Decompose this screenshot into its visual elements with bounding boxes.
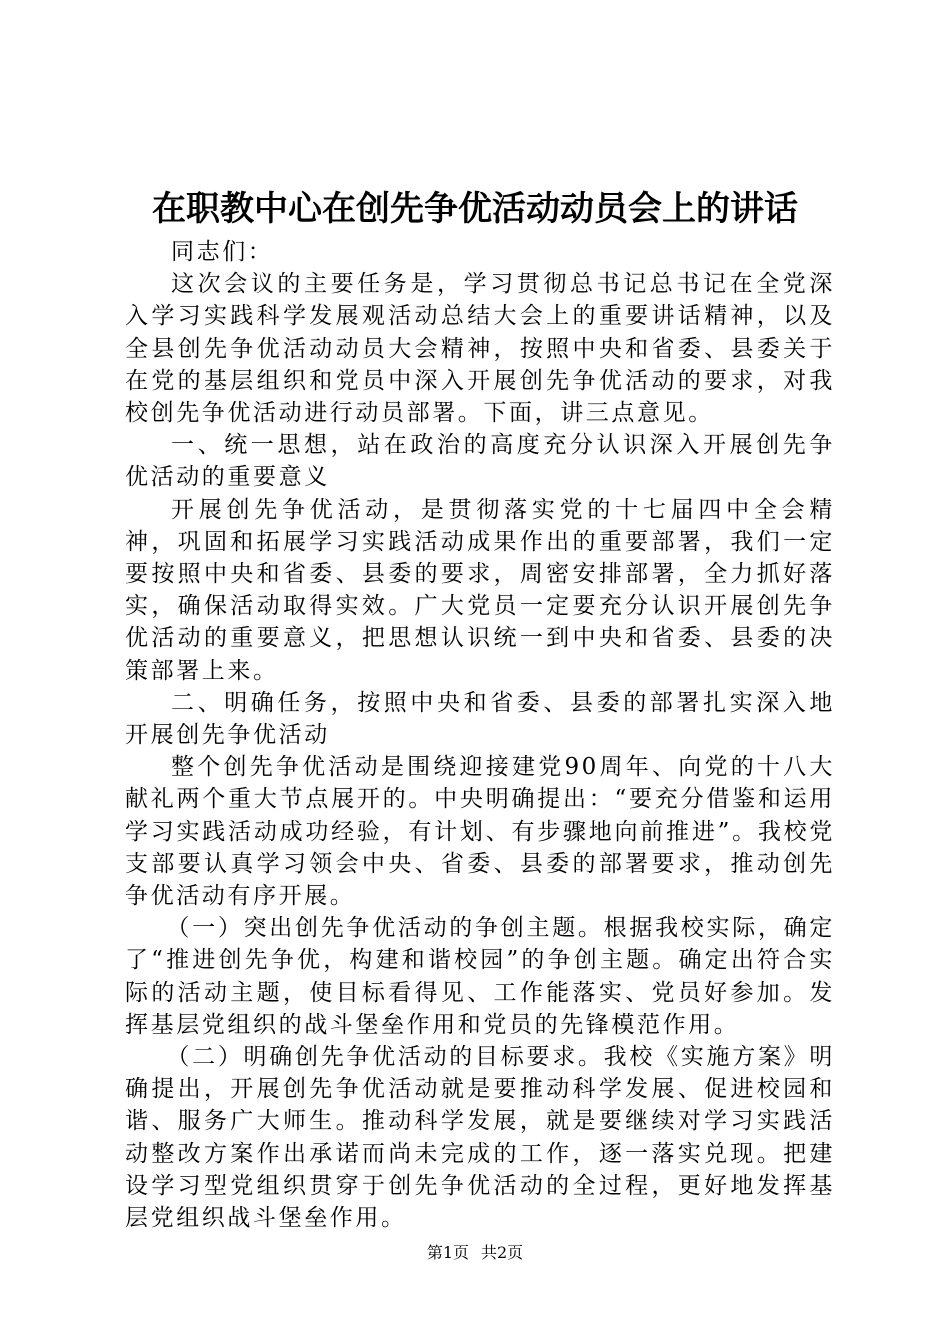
page-total: 共2页 bbox=[481, 1243, 524, 1262]
paragraph-subsection-2: （二）明确创先争优活动的目标要求。我校《实施方案》明确提出，开展创先争优活动就是要推动科学发展、促进校园和谐、服务广大师生。推动科学发展，就是要继续对学习实践活动整改方案作出承诺而尚未完成的工作，逐一落实兑现。把建设学习型党组织贯穿于创先争优活动的全过程，更好地发挥基层党组织战斗堡垒作用。 bbox=[125, 1044, 835, 1232]
paragraph-section-1: 开展创先争优活动，是贯彻落实党的十七届四中全会精神，巩固和拓展学习实践活动成果作出的重要部署，我们一定要按照中央和省委、县委的要求，周密安排部署，全力抓好落实，确保活动取得实效。广大党员一定要充分认识开展创先争优活动的重要意义，把思想认识统一到中央和省委、县委的决策部署上来。 bbox=[125, 496, 835, 684]
paragraph-section-2: 整个创先争优活动是围绕迎接建党90周年、向党的十八大献礼两个重大节点展开的。中央明确提出：“要充分借鉴和运用学习实践活动成功经验，有计划、有步骤地向前推进”。我校党支部要认真学习领会中央、省委、县委的部署要求，推动创先争优活动有序开展。 bbox=[125, 754, 835, 910]
page-footer bbox=[0, 1241, 950, 1265]
paragraph-subsection-1: （一）突出创先争优活动的争创主题。根据我校实际，确定了“推进创先争优，构建和谐校园”的争创主题。确定出符合实际的活动主题，使目标看得见、工作能落实、党员好参加。发挥基层党组织的战斗堡垒作用和党员的先锋模范作用。 bbox=[125, 915, 835, 1038]
document-title: 在职教中心在创先争优活动动员会上的讲话 bbox=[152, 189, 798, 229]
document-body bbox=[125, 236, 835, 1234]
section-heading-2: 二、明确任务，按照中央和省委、县委的部署扎实深入地开展创先争优活动 bbox=[125, 689, 835, 749]
paragraph-intro: 这次会议的主要任务是，学习贯彻总书记总书记在全党深入学习实践科学发展观活动总结大会上的重要讲话精神，以及全县创先争优活动动员大会精神，按照中央和省委、县委关于在党的基层组织和党员中深入开展创先争优活动的要求，对我校创先争优活动进行动员部署。下面，讲三点意见。 bbox=[125, 271, 835, 427]
page-number: 第1页 bbox=[426, 1243, 469, 1262]
section-heading-1: 一、统一思想，站在政治的高度充分认识深入开展创先争优活动的重要意义 bbox=[125, 432, 835, 491]
salutation: 同志们： bbox=[171, 239, 274, 265]
